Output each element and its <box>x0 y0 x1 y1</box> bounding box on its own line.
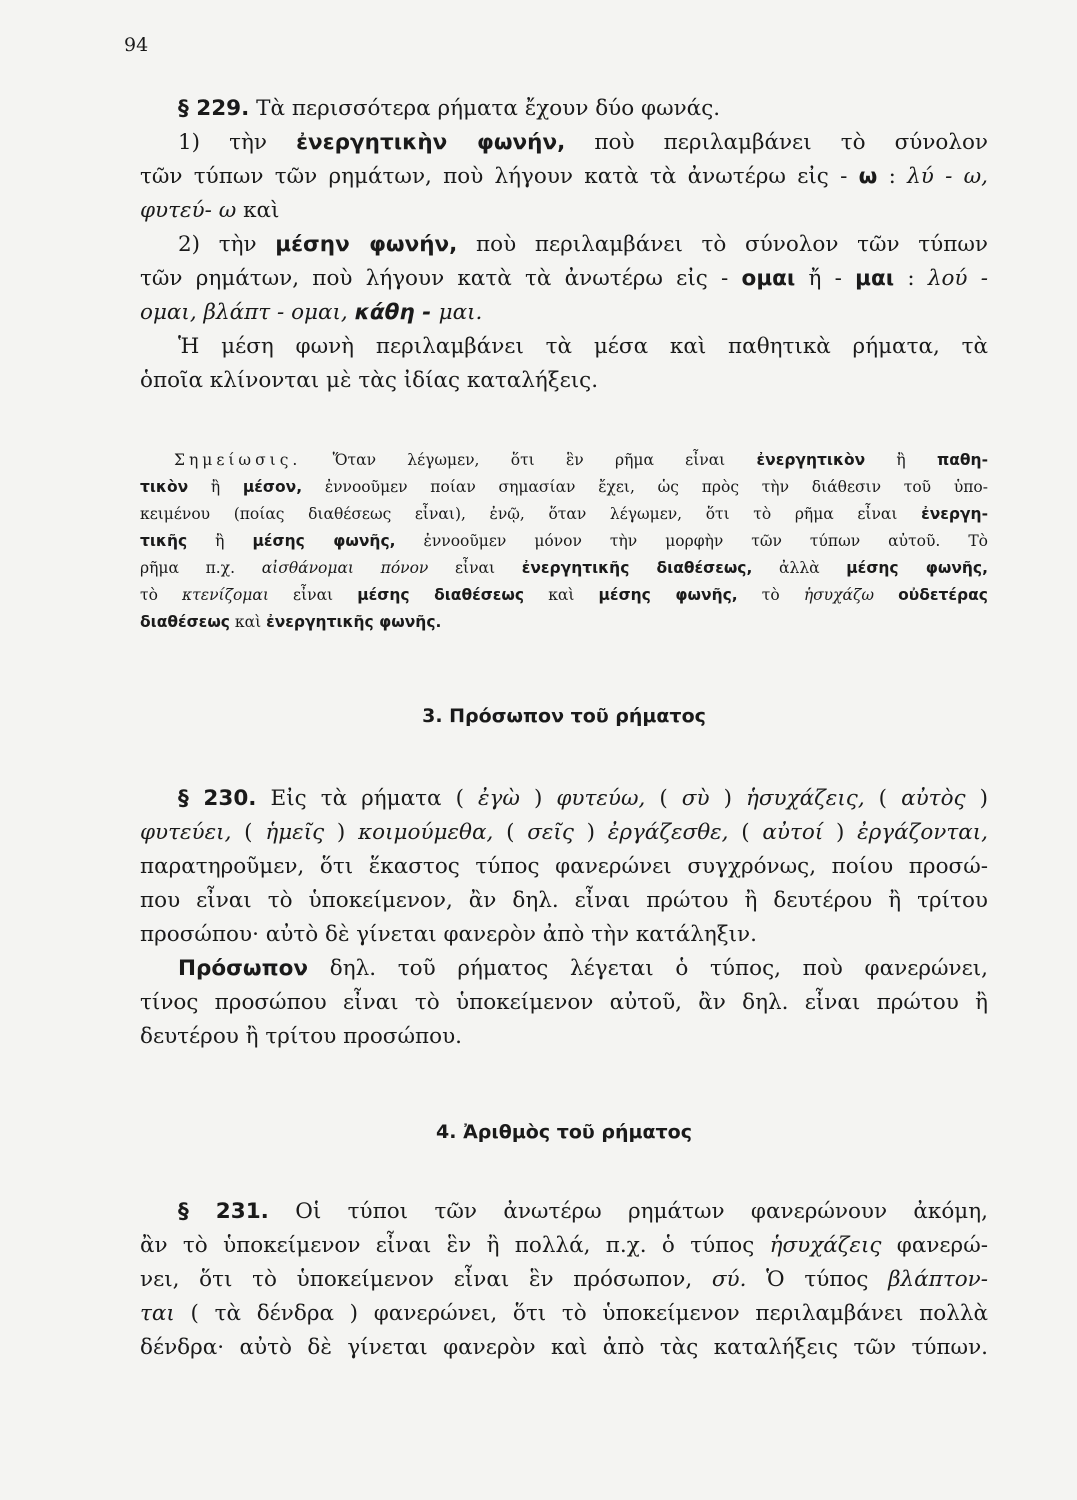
text-line: § 231. Οἱ τύποι τῶν ἀνωτέρω ρημάτων φανερώνουν ἀκόμη, <box>178 1199 988 1224</box>
note-label: Σημείωσις. <box>174 451 302 469</box>
text-line: Πρόσωπον δηλ. τοῦ ρήματος λέγεται ὁ τύπος, ποὺ φανερώνει, <box>178 956 988 981</box>
note-line: τὸ κτενίζομαι εἶναι μέσης διαθέσεως καὶ μέσης φωνῆς, τὸ ἡσυχάζω οὐδετέρας <box>140 586 988 604</box>
heading-number: 4. Ἀριθμὸς τοῦ ρήματος <box>436 1121 692 1143</box>
text-line: ὁποῖα κλίνονται μὲ τὰς ἰδίας καταλήξεις. <box>140 368 599 393</box>
note-line: τικῆς ἢ μέσης φωνῆς, ἐννοοῦμεν μόνον τὴν μορφὴν τῶν τύπων αὐτοῦ. Τὸ <box>140 532 988 550</box>
text-line: φυτεύει, ( ἡμεῖς ) κοιμούμεθα, ( σεῖς ) ἐργάζεσθε, ( αὐτοί ) ἐργάζονται, <box>140 820 988 845</box>
text-line: ομαι, βλάπτ - ομαι, κάθη - μαι. <box>140 300 483 325</box>
text-line: νει, ὅτι τὸ ὑποκείμενον εἶναι ἓν πρόσωπον, σύ. Ὁ τύπος βλάπτον- <box>140 1267 988 1292</box>
note-line: κειμένου (ποίας διαθέσεως εἶναι), ἐνῷ, ὅταν λέγωμεν, ὅτι τὸ ρῆμα εἶναι ἐνεργη- <box>140 505 988 523</box>
note-line: τικὸν ἢ μέσον, ἐννοοῦμεν ποίαν σημασίαν ἔχει, ὡς πρὸς τὴν διάθεσιν τοῦ ὑπο- <box>140 478 988 496</box>
note-line: ρῆμα π.χ. αἰσθάνομαι πόνον εἶναι ἐνεργητικῆς διαθέσεως, ἀλλὰ μέσης φωνῆς, <box>140 559 988 577</box>
text-line: δευτέρου ἢ τρίτου προσώπου. <box>140 1024 462 1049</box>
text-line: § 229. Τὰ περισσότερα ρήματα ἔχουν δύο φωνάς. <box>178 96 721 121</box>
section-number: § 230. <box>178 786 257 811</box>
section-231 <box>140 1195 988 1365</box>
text-line: τῶν ρημάτων, ποὺ λήγουν κατὰ τὰ ἀνωτέρω εἰς - ομαι ἤ - μαι : λού - <box>140 266 988 291</box>
text-line: ἂν τὸ ὑποκείμενον εἶναι ἓν ἢ πολλά, π.χ. ὁ τύπος ἡσυχάζεις φανερώ- <box>140 1233 988 1258</box>
note-line: διαθέσεως καὶ ἐνεργητικῆς φωνῆς. <box>140 613 442 631</box>
text-line: ται ( τὰ δένδρα ) φανερώνει, ὅτι τὸ ὑποκείμενον περιλαμβάνει πολλὰ <box>140 1301 988 1326</box>
section-number: § 229. <box>178 96 250 121</box>
heading-person: 3. Πρόσωπον τοῦ ρήματος <box>422 705 706 727</box>
section-230 <box>140 782 988 1054</box>
page-number: 94 <box>124 34 149 56</box>
section-229 <box>140 92 988 398</box>
text-line: § 230. Εἰς τὰ ρήματα ( ἐγὼ ) φυτεύω, ( σὺ ) ἡσυχάζεις, ( αὐτὸς ) <box>178 786 988 811</box>
text-line: προσώπου· αὐτὸ δὲ γίνεται φανερὸν ἀπὸ τὴν κατάληξιν. <box>140 922 757 947</box>
text-line: που εἶναι τὸ ὑποκείμενον, ἂν δηλ. εἶναι πρώτου ἢ δευτέρου ἢ τρίτου <box>140 888 988 913</box>
text-line: παρατηροῦμεν, ὅτι ἕκαστος τύπος φανερώνει συγχρόνως, ποίου προσώ- <box>140 854 988 879</box>
text-line: 1) τὴν ἐνεργητικὴν φωνήν, ποὺ περιλαμβάνει τὸ σύνολον <box>178 130 988 155</box>
note-line: Σημείωσις. Ὅταν λέγωμεν, ὅτι ἓν ρῆμα εἶναι ἐνεργητικὸν ἢ παθη- <box>174 451 988 469</box>
text-line: δένδρα· αὐτὸ δὲ γίνεται φανερὸν καὶ ἀπὸ τὰς καταλήξεις τῶν τύπων. <box>140 1335 988 1360</box>
text-line: τῶν τύπων τῶν ρημάτων, ποὺ λήγουν κατὰ τὰ ἀνωτέρω εἰς - ω : λύ - ω, <box>140 164 988 189</box>
text-line: φυτεύ- ω καὶ <box>140 198 280 223</box>
text-line: Ἡ μέση φωνὴ περιλαμβάνει τὰ μέσα καὶ παθητικὰ ρήματα, τὰ <box>178 334 988 359</box>
text-line: 2) τὴν μέσην φωνήν, ποὺ περιλαμβάνει τὸ σύνολον τῶν τύπων <box>178 232 988 257</box>
text-line: τίνος προσώπου εἶναι τὸ ὑποκείμενον αὐτοῦ, ἂν δηλ. εἶναι πρώτου ἢ <box>140 990 988 1015</box>
note-block <box>140 447 988 636</box>
section-number: § 231. <box>178 1199 269 1224</box>
